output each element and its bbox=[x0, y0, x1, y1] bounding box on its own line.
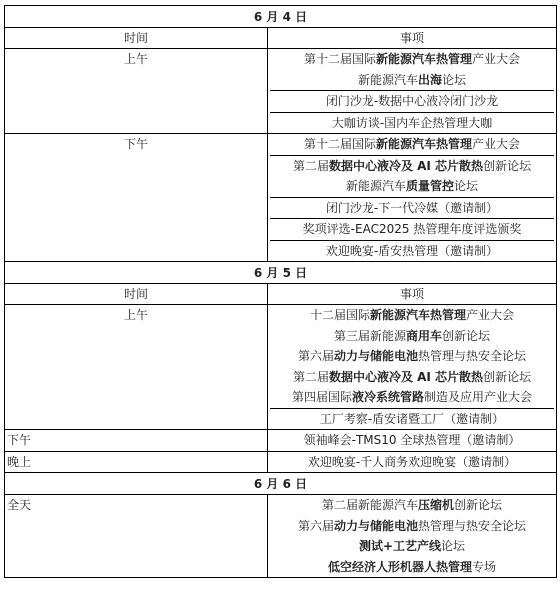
event-item: 测试+工艺产线论坛 bbox=[358, 539, 466, 553]
table-row bbox=[5, 451, 557, 473]
schedule-document bbox=[4, 5, 557, 578]
event-list bbox=[268, 495, 557, 578]
time-slot: 上午 bbox=[5, 49, 268, 134]
day-title: 6 月 5 日 bbox=[5, 262, 557, 284]
event-item: 奖项评选-EAC2025 热管理年度评选颁奖 bbox=[270, 219, 554, 241]
day-header-row bbox=[5, 473, 557, 495]
time-slot: 上午 bbox=[5, 305, 268, 430]
day-title: 6 月 4 日 bbox=[5, 6, 557, 28]
event-item: 第十二届国际新能源汽车热管理产业大会 新能源汽车出海论坛 bbox=[270, 49, 554, 91]
event-item: 闭门沙龙-数据中心液冷闭门沙龙 bbox=[270, 91, 554, 113]
event-item: 第二届数据中心液冷及 AI 芯片散热创新论坛 bbox=[292, 369, 532, 384]
table-row bbox=[5, 305, 557, 430]
event-item: 第二届数据中心液冷及 AI 芯片散热创新论坛 bbox=[292, 158, 532, 173]
event-item: 第六届动力与储能电池热管理与热安全论坛 bbox=[297, 518, 527, 533]
event-item: 第四届国际液冷系统管路制造及应用产业大会 bbox=[270, 387, 554, 409]
time-column-header: 时间 bbox=[5, 284, 268, 305]
column-header-row bbox=[5, 284, 557, 305]
day-header-row bbox=[5, 262, 557, 284]
table-row bbox=[5, 430, 557, 452]
event-item: 欢迎晚宴-千人商务欢迎晚宴（邀请制） bbox=[307, 454, 517, 469]
event-item: 工厂考察-盾安诸暨工厂（邀请制） bbox=[319, 411, 505, 426]
day-title: 6 月 6 日 bbox=[5, 473, 557, 495]
event-list bbox=[268, 49, 557, 134]
day-header-row bbox=[5, 6, 557, 28]
event-list bbox=[268, 305, 557, 430]
table-row bbox=[5, 495, 557, 578]
event-item: 欢迎晚宴-盾安热管理（邀请制） bbox=[325, 243, 499, 258]
event-item: 大咖访谈-国内车企热管理大咖 bbox=[331, 115, 493, 130]
event-item: 领袖峰会-TMS10 全球热管理（邀请制） bbox=[303, 433, 521, 447]
event-item: 新能源汽车质量管控论坛 bbox=[270, 176, 554, 198]
time-column-header: 时间 bbox=[5, 28, 268, 49]
event-list bbox=[268, 430, 557, 452]
event-item: 第六届动力与储能电池热管理与热安全论坛 bbox=[297, 349, 527, 363]
event-item: 低空经济人形机器人热管理专场 bbox=[327, 559, 497, 574]
table-row bbox=[5, 49, 557, 134]
column-header-row bbox=[5, 28, 557, 49]
event-item: 第二届新能源汽车压缩机创新论坛 bbox=[321, 498, 503, 512]
event-item: 十二届国际新能源汽车热管理产业大会 bbox=[309, 308, 515, 322]
event-list bbox=[268, 451, 557, 473]
time-slot: 晚上 bbox=[5, 451, 268, 473]
time-slot: 下午 bbox=[5, 430, 268, 452]
event-item: 第十二届国际新能源汽车热管理产业大会 bbox=[270, 134, 554, 156]
table-row bbox=[5, 134, 557, 262]
item-column-header: 事项 bbox=[268, 28, 557, 49]
event-item: 第三届新能源商用车创新论坛 bbox=[333, 328, 491, 343]
time-slot: 全天 bbox=[5, 495, 268, 578]
event-list bbox=[268, 134, 557, 262]
schedule-table bbox=[4, 5, 557, 578]
event-item: 闭门沙龙-下一代冷媒（邀请制） bbox=[270, 198, 554, 220]
item-column-header: 事项 bbox=[268, 284, 557, 305]
time-slot: 下午 bbox=[5, 134, 268, 262]
